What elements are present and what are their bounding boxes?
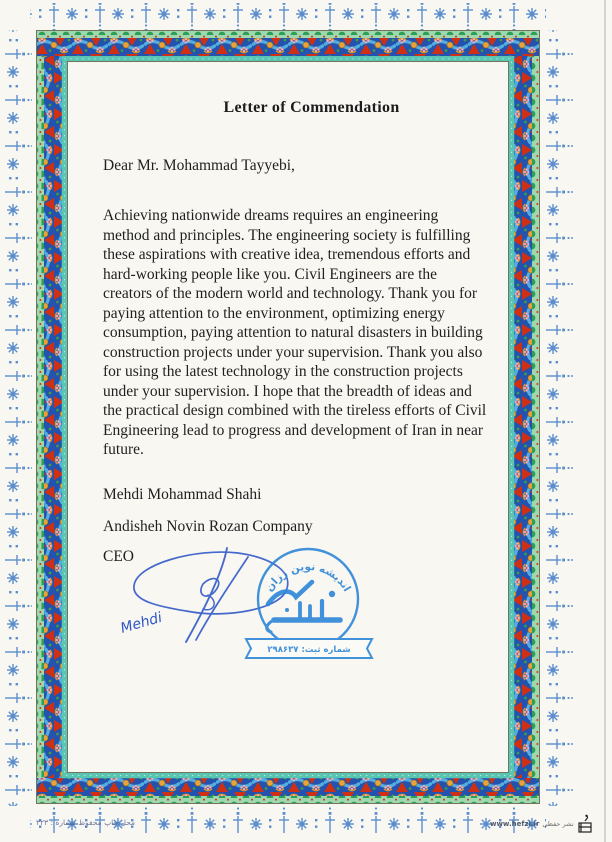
margin-motifs-top: [30, 3, 546, 30]
body-line: for using the latest technology in the construction projects: [103, 363, 463, 380]
body-line: hard-working people like you. Civil Engineers are the: [103, 265, 438, 283]
publisher-mark: [490, 814, 593, 834]
body-line: creators of the modern world and technology. Thank you for: [103, 285, 478, 302]
company-stamp: [238, 544, 380, 666]
stamp-ribbon: [246, 639, 372, 658]
signer-name: Mehdi Mohammad Shahi: [103, 486, 262, 503]
publisher-logo-icon: [577, 814, 593, 834]
page-edge-line: [604, 0, 606, 842]
signer-company: Andisheh Novin Rozan Company: [103, 518, 313, 535]
body-line: consumption, paying attention to natural disasters in building: [103, 324, 483, 341]
body-line: paying attention to the environment, optimizing energy: [103, 304, 445, 322]
salutation: Dear Mr. Mohammad Tayyebi,: [103, 157, 295, 174]
letter-title: Letter of Commendation: [223, 99, 400, 116]
handwritten-name: Mehdi: [118, 609, 164, 637]
body-line: construction projects under your supervision. Thank you also: [103, 343, 483, 361]
margin-motifs-right: [546, 30, 573, 806]
body-line: method and principles. The engineering society is fulfilling: [103, 226, 471, 244]
body-line: Engineering lead to progress and development of Iran in near: [103, 421, 484, 439]
signer-role: CEO: [103, 548, 134, 565]
stamp-registration-number: شماره ثبت: ۲۹۸۶۳۷: [267, 645, 351, 655]
body-line: Achieving nationwide dreams requires an engineering: [103, 207, 439, 224]
stamp-arc-text: اندیشه نوین رزان: [263, 560, 353, 594]
margin-motifs-left: [5, 30, 32, 806]
letter-body: [103, 206, 543, 460]
publisher-name: نشر حفظی: [542, 820, 574, 828]
print-note-left: محل چاپ محفوظ شماره : ۳۲۳: [36, 818, 135, 827]
body-line: future.: [103, 441, 144, 458]
stamp-logo-calligraphy: [267, 582, 340, 632]
body-line: under your supervision. I hope that the breadth of ideas and: [103, 382, 472, 400]
publisher-url: www.hefzi.ir: [490, 820, 540, 828]
body-line: these aspirations with creative idea, tremendous efforts and: [103, 246, 471, 263]
svg-text:اندیشه نوین رزان: [263, 561, 353, 594]
body-line: the practical design combined with the tireless efforts of Civil: [103, 402, 487, 419]
